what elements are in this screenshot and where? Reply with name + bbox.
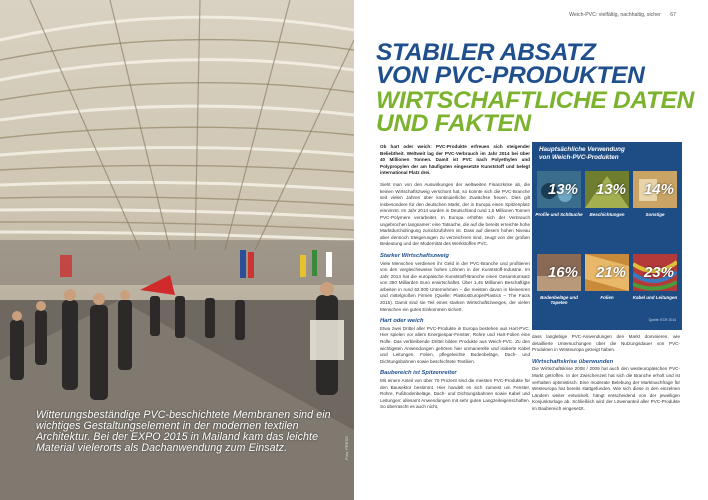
headline-green-line-1: WIRTSCHAFTLICHE DATEN xyxy=(376,87,695,114)
headline-green xyxy=(376,89,694,135)
subhead-hart: Hart oder weich xyxy=(380,318,424,325)
running-head-text: Weich-PVC: vielfältig, nachhaltig, sicher xyxy=(569,12,661,18)
tile-percent: 13% xyxy=(595,181,626,198)
tile-beschichtungen xyxy=(585,171,629,208)
paragraph-2: Viele Menschen verdienen ihr Geld in der PVC-Branche und profitieren von den vergleichsweise hohen Löhnen in der Kunststoff-Industrie. Im Jahr 2014 hat die europäische Kunststoff-Branche einen Gesamtumsatz von 350 Milliarden Euro erwirtschaftet. Über 1,45 Millionen Beschäftigte arbeiten in rund 62.000 Unternehmen – die meisten davon in kleinenren und mittelgroßen Firmen (Quelle: PlasticsEurope/Plastics – The Facts 2015). Damit sind sie Teil eines starken Wirtschaftszweiges, der vielen Menschen ein gutes Einkommen sichert. xyxy=(380,260,530,312)
headline-blue-line-2: VON PVC-PRODUKTEN xyxy=(376,62,645,89)
tile-percent: 21% xyxy=(595,264,626,281)
headline-green-line-2: UND FAKTEN xyxy=(376,110,531,137)
label-sonstige: Sonstige xyxy=(645,212,665,217)
paragraph-1: Sieht man von den Auswirkungen der weltweiten Finanzkrise ab, die keinen Wirtschaftszweig verschont hat, so konnte sich die PVC-Branche seit vielen Jahren über kontinuierliche Zuwächse freuen. Dies gilt insbesondere für den deutschen Markt, der in Europa einen Spitzenplatz einnimmt. Im Jahr 2014 wurden in Deutschland rund 1,5 Millionen Tonnen PVC-Polymere verarbeitet. In Europa erhöhte sich der Verbrauch ungebrochen langsamer: eine Tatsache, die auf die bereits erreichte hohe Marktdurchdringung zurückzuführen ist. Dass auf diesem hohen Niveau aber dennoch Steigerungen zu verzeichnen sind, zeugt von der großen Bedeutung und der Modernität des Werkstoffes PVC. xyxy=(380,181,530,247)
tile-bodenbelaege xyxy=(537,254,581,291)
paragraph-3: Etwa zwei Drittel aller PVC-Produkte in Europa bestehen aus Hart-PVC. Hier spielen vor allem Energiespar-Fenster, Rohre und Hart-Folien eine Rolle. Das verbleibende Drittel bilden Produkte aus Weich-PVC. Zu den wichtigsten Anwendungen gehören hier unmanerelle und isolierte Kabel und Leitungen, Folien, pflegeleichte Bodenbeläge, Dach- und Dichtungsbahnen sowie beschichtete Textilien. xyxy=(380,325,530,364)
paragraph-5: dass langlebige PVC-Anwendungen den Markt dominieren, wie detaillierte Untersuchungen über die Nutzungsdauer von PVC-Produkten in Westeuropa gezeigt haben. xyxy=(532,334,680,353)
usage-infographic xyxy=(532,142,682,330)
headline-blue-line-1: STABILER ABSATZ xyxy=(376,39,596,66)
running-head xyxy=(569,12,676,18)
paragraph-6: Die Wirtschaftskrise 2008 / 2009 hat auch den westeuropäischen PVC-Markt getroffen. In der Zwischenzeit hat sich die Branche erholt und ist verhalten optimistisch. Eine moderate Belebung der Marktnachfrage für Westeuropa hat bereits stattgefunden. Wie sich diese in den einzelnen Ländern weiter entwickelt, hängt entscheidend von der jeweiligen Konjunkturlage ab. Schließlich wird der Löwenanteil aller PVC-Produkte im Baubereich eingesetzt. xyxy=(532,366,680,411)
tile-percent: 23% xyxy=(643,264,674,281)
tile-kabel xyxy=(633,254,677,291)
article-page xyxy=(354,0,708,500)
page-number: 67 xyxy=(670,12,676,18)
infographic-title xyxy=(539,146,679,162)
label-beschichtungen: Beschichtungen xyxy=(589,212,625,217)
label-bodenbelaege: Bodenbeläge und Tapeten xyxy=(540,295,578,306)
subhead-bau: Baubereich ist Spitzenreiter xyxy=(380,370,457,377)
label-folien: Folien xyxy=(600,295,614,300)
infographic-source: Quelle: ECR 2014 xyxy=(648,318,676,322)
tile-percent: 13% xyxy=(547,181,578,198)
tile-folien xyxy=(585,254,629,291)
tile-sonstige xyxy=(633,171,677,208)
label-profile: Profile und Schläuche xyxy=(535,212,583,217)
lead-paragraph: Ob hart oder weich: PVC-Produkte erfreuen sich steigender Beliebtheit. Weltweit lag der PVC-Verbrauch im Jahr 2014 bei über 40 Millionen Tonnen. Damit ist PVC nach Polyethylen und Polypropylen der am häufigsten eingesetzte Kunststoff und belegt international Platz drei. xyxy=(380,144,530,176)
tile-profile xyxy=(537,171,581,208)
paragraph-4: Mit einem Anteil von über 70 Prozent sind die meisten PVC-Produkte für den Bausektor bestimmt. Hier handelt es sich zumeist um Fenster, Rohre, Fußbodenbeläge, Dach- und Dichtungsbahnen sowie Kabel und Leitungen: allesamt Anwendungen mit sehr guten Langzeiteigenschaften. So überrascht es auch nicht, xyxy=(380,378,530,410)
tile-percent: 14% xyxy=(643,181,674,198)
text-column-left xyxy=(380,144,530,416)
photo-caption: Witterungsbeständige PVC-beschichtete Membranen sind ein wichtiges Gestaltungselement in der modernen textilen Architektur. Bei der EXPO 2015 in Mailand kam das leichte Material vielerorts als Dachanwendung zum Einsatz. xyxy=(36,409,331,454)
infographic-title-line-1: Hauptsächliche Verwendung xyxy=(539,146,625,153)
photo-credit: Foto: PRESS xyxy=(344,436,349,460)
infographic-title-line-2: von Weich-PVC-Produkten xyxy=(539,154,619,161)
subhead-starker: Starker Wirtschaftszweig xyxy=(380,252,449,259)
subhead-krise: Wirtschaftskrise überwunden xyxy=(532,358,614,365)
headline-blue xyxy=(376,41,645,87)
tile-percent: 16% xyxy=(547,264,578,281)
text-column-right xyxy=(532,334,680,418)
label-kabel: Kabel und Leitungen xyxy=(632,295,678,300)
